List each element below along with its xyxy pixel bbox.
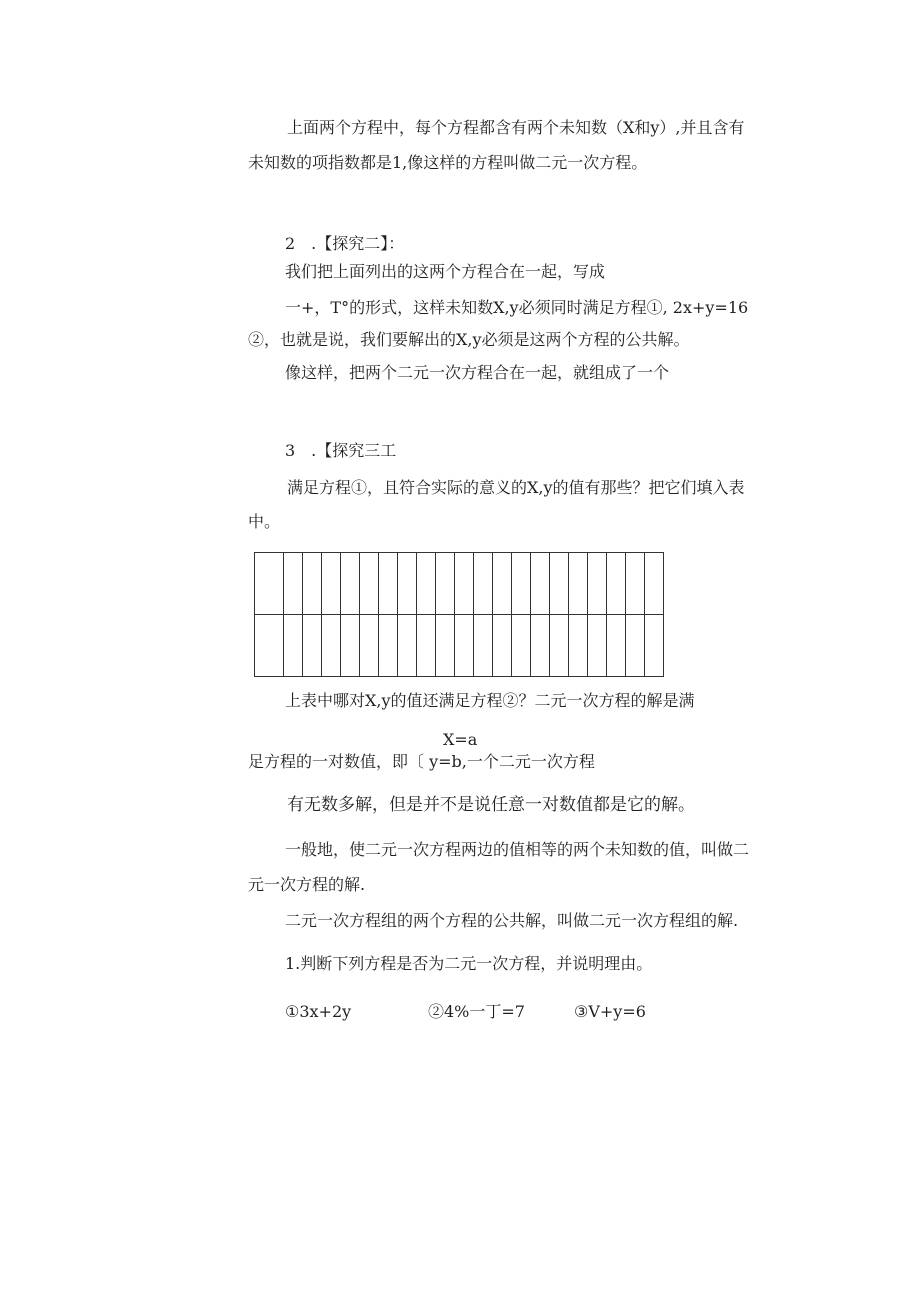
table-cell <box>587 615 606 677</box>
section3-line2: 中。 <box>248 512 281 531</box>
after-table-line2: 足方程的一对数值，即〔 y=b,一个二元一次方程 <box>248 752 595 771</box>
formula-x-equals-a: X=a <box>443 730 478 749</box>
table-cell <box>568 553 587 615</box>
paragraph1-line2: 未知数的项指数都是1,像这样的方程叫做二元一次方程。 <box>248 153 648 172</box>
table-cell <box>530 615 549 677</box>
table-cell <box>625 615 644 677</box>
table-cell <box>606 553 625 615</box>
after-table-line6: 二元一次方程组的两个方程的公共解，叫做二元一次方程组的解. <box>285 911 739 930</box>
table-cell <box>341 553 360 615</box>
table-cell <box>284 553 303 615</box>
fill-in-table <box>254 552 664 677</box>
table-cell <box>454 615 473 677</box>
table-cell <box>549 615 568 677</box>
table-cell <box>492 615 511 677</box>
table-cell <box>303 615 322 677</box>
section2-line4: 像这样，把两个二元一次方程合在一起，就组成了一个 <box>285 363 670 382</box>
section3-heading: 3 .【探究三工 <box>285 441 397 460</box>
table-cell <box>568 615 587 677</box>
table-cell <box>549 553 568 615</box>
after-table-line3: 有无数多解，但是并不是说任意一对数值都是它的解。 <box>287 795 695 815</box>
table-body <box>255 553 664 677</box>
table-cell <box>492 553 511 615</box>
table-cell <box>473 553 492 615</box>
table-cell <box>511 553 530 615</box>
table-cell <box>359 615 378 677</box>
table-cell <box>644 553 663 615</box>
option-2: ②4%一丁=7 <box>428 1002 525 1021</box>
table-cell <box>322 553 341 615</box>
table-cell <box>397 553 416 615</box>
paragraph1-line1: 上面两个方程中，每个方程都含有两个未知数（X和y）,并且含有 <box>287 118 745 137</box>
table-cell <box>435 553 454 615</box>
table-cell <box>435 615 454 677</box>
table-cell <box>625 553 644 615</box>
table-cell <box>322 615 341 677</box>
option-1: ①3x+2y <box>285 1002 352 1021</box>
section3-line1: 满足方程①，且符合实际的意义的X,y的值有那些？把它们填入表 <box>287 478 745 497</box>
table-cell <box>644 615 663 677</box>
section2-line1: 我们把上面列出的这两个方程合在一起，写成 <box>285 262 606 281</box>
table-cell <box>284 615 303 677</box>
table-cell <box>454 553 473 615</box>
table-cell <box>511 615 530 677</box>
option-3: ③V+y=6 <box>574 1002 646 1021</box>
table-cell <box>341 615 360 677</box>
table-row <box>255 553 664 615</box>
table-cell <box>378 553 397 615</box>
table-cell <box>416 615 435 677</box>
table-cell <box>359 553 378 615</box>
table-cell <box>587 553 606 615</box>
table-row <box>255 615 664 677</box>
section2-heading: 2 .【探究二】： <box>285 234 405 253</box>
table-cell <box>473 615 492 677</box>
table-cell <box>303 553 322 615</box>
after-table-line4: 一般地，使二元一次方程两边的值相等的两个未知数的值，叫做二 <box>285 840 750 859</box>
table-cell <box>255 553 284 615</box>
after-table-line5: 元一次方程的解. <box>248 875 366 894</box>
after-table-line1: 上表中哪对X,y的值还满足方程②？二元一次方程的解是满 <box>285 691 695 710</box>
section2-line3: ②，也就是说，我们要解出的X,y必须是这两个方程的公共解。 <box>248 330 690 349</box>
exercise-prompt: 1.判断下列方程是否为二元一次方程，并说明理由。 <box>285 954 653 973</box>
section2-line2: 一+，T°的形式，这样未知数X,y必须同时满足方程①, 2x+y=16 <box>285 298 749 317</box>
table-cell <box>530 553 549 615</box>
table-cell <box>397 615 416 677</box>
table-cell <box>416 553 435 615</box>
table-cell <box>378 615 397 677</box>
table-cell <box>606 615 625 677</box>
table-cell <box>255 615 284 677</box>
